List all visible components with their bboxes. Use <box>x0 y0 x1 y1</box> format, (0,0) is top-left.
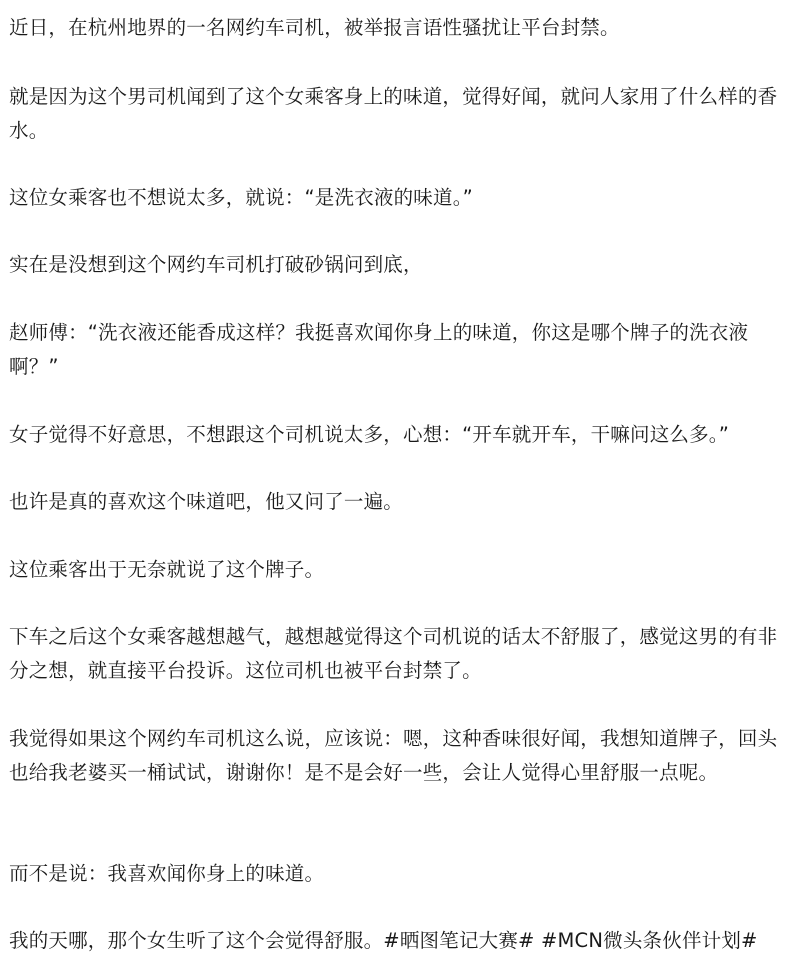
paragraph-not-say: 而不是说：我喜欢闻你身上的味道。 <box>9 862 325 885</box>
paragraph-complaint: 下车之后这个女乘客越想越气，越想越觉得这个司机说的话太不舒服了，感觉这男的有非分之想，就直接平台投诉。这位司机也被平台封禁了。 <box>9 625 778 682</box>
paragraph-passenger-reply: 这位女乘客也不想说太多，就说：“是洗衣液的味道。” <box>9 186 473 209</box>
paragraph-passenger-thought: 女子觉得不好意思，不想跟这个司机说太多，心想：“开车就开车，干嘛问这么多。” <box>9 423 730 446</box>
paragraph-driver-quote: 赵师傅：“洗衣液还能香成这样？我挺喜欢闻你身上的味道，你这是哪个牌子的洗衣液啊？” <box>9 321 749 378</box>
paragraph-told-brand: 这位乘客出于无奈就说了这个牌子。 <box>9 558 325 581</box>
paragraph-intro: 近日，在杭州地界的一名网约车司机，被举报言语性骚扰让平台封禁。 <box>9 16 620 39</box>
paragraph-reason: 就是因为这个男司机闻到了这个女乘客身上的味道，觉得好闻，就问人家用了什么样的香水。 <box>9 85 778 142</box>
paragraph-driver-persists: 实在是没想到这个网约车司机打破砂锅问到底， <box>9 253 423 276</box>
paragraph-asked-again: 也许是真的喜欢这个味道吧，他又问了一遍。 <box>9 490 404 513</box>
paragraph-closing-hashtags: 我的天哪，那个女生听了这个会觉得舒服。#晒图笔记大赛# #MCN微头条伙伴计划# <box>9 929 758 952</box>
paragraph-opinion: 我觉得如果这个网约车司机这么说，应该说：嗯，这种香味很好闻，我想知道牌子，回头也给我老婆买一桶试试，谢谢你！是不是会好一些，会让人觉得心里舒服一点呢。 <box>9 727 778 784</box>
